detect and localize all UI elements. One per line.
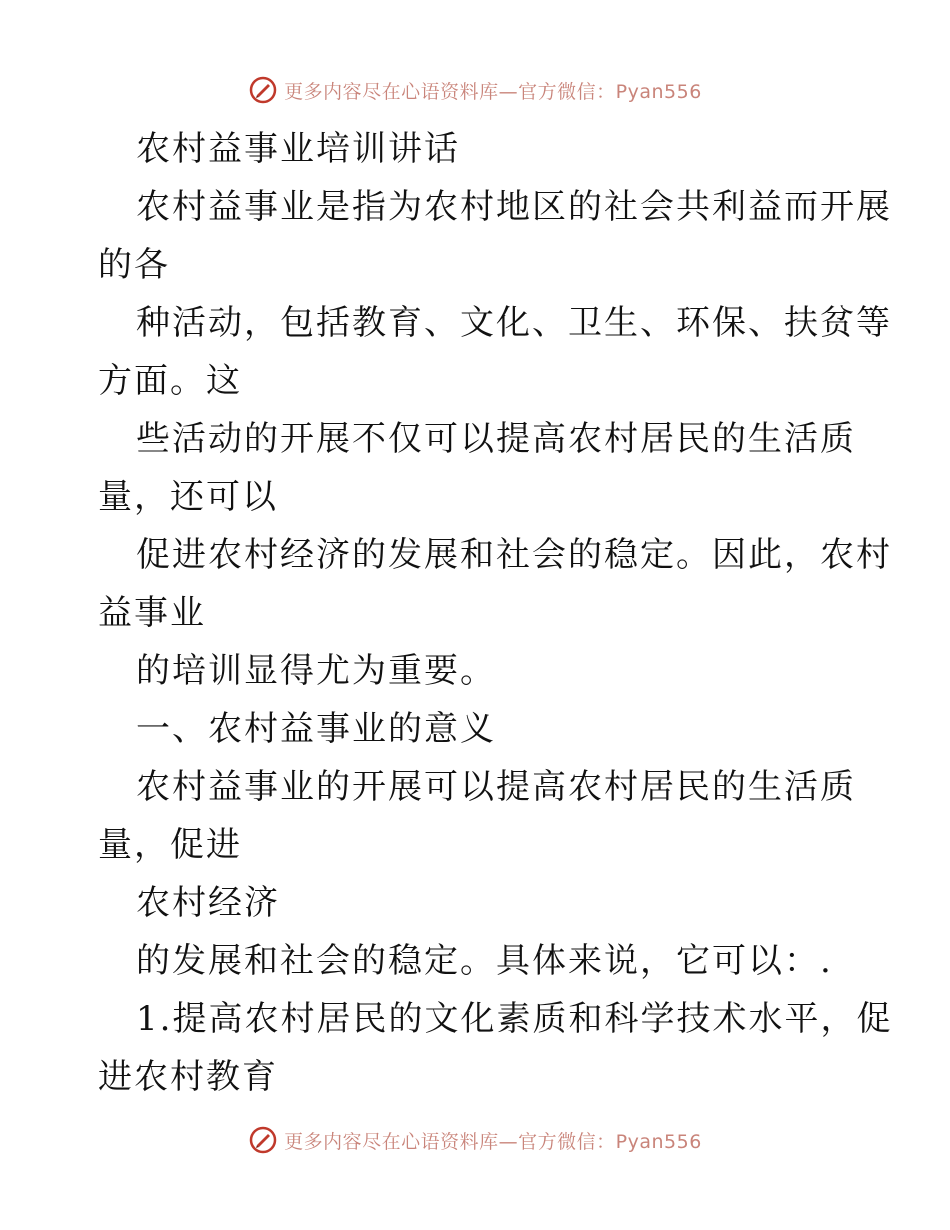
pen-logo-icon: [248, 75, 278, 105]
text-line: 量，促进: [98, 825, 242, 865]
document-body: [98, 120, 893, 1106]
text-line: 促进农村经济的发展和社会的稳定。因此，农村: [136, 535, 892, 575]
text-line: 量，还可以: [98, 477, 278, 517]
text-line: 益事业: [98, 593, 206, 633]
watermark-footer: [0, 1120, 950, 1160]
text-line: 农村益事业是指为农村地区的社会共利益而开展: [136, 187, 892, 227]
text-line: 种活动，包括教育、文化、卫生、环保、扶贫等: [136, 303, 892, 343]
section-heading: 一、农村益事业的意义: [136, 709, 496, 749]
text-line: 方面。这: [98, 361, 242, 401]
pen-logo-icon: [248, 1125, 278, 1155]
text-line: 的各: [98, 245, 170, 285]
watermark-header: [0, 70, 950, 110]
watermark-text: 更多内容尽在心语资料库—官方微信：Pyan556: [284, 1130, 702, 1153]
text-line: 的培训显得尤为重要。: [136, 651, 496, 691]
text-line: 农村经济: [136, 883, 280, 923]
text-line: 农村益事业的开展可以提高农村居民的生活质: [136, 767, 856, 807]
watermark-text: 更多内容尽在心语资料库—官方微信：Pyan556: [284, 80, 702, 103]
text-line: 些活动的开展不仅可以提高农村居民的生活质: [136, 419, 856, 459]
document-title: 农村益事业培训讲话: [136, 129, 460, 169]
text-line: 进农村教育: [98, 1057, 278, 1097]
text-line: 的发展和社会的稳定。具体来说，它可以：.: [136, 941, 833, 981]
list-item: 1.提高农村居民的文化素质和科学技术水平，促: [136, 999, 893, 1039]
